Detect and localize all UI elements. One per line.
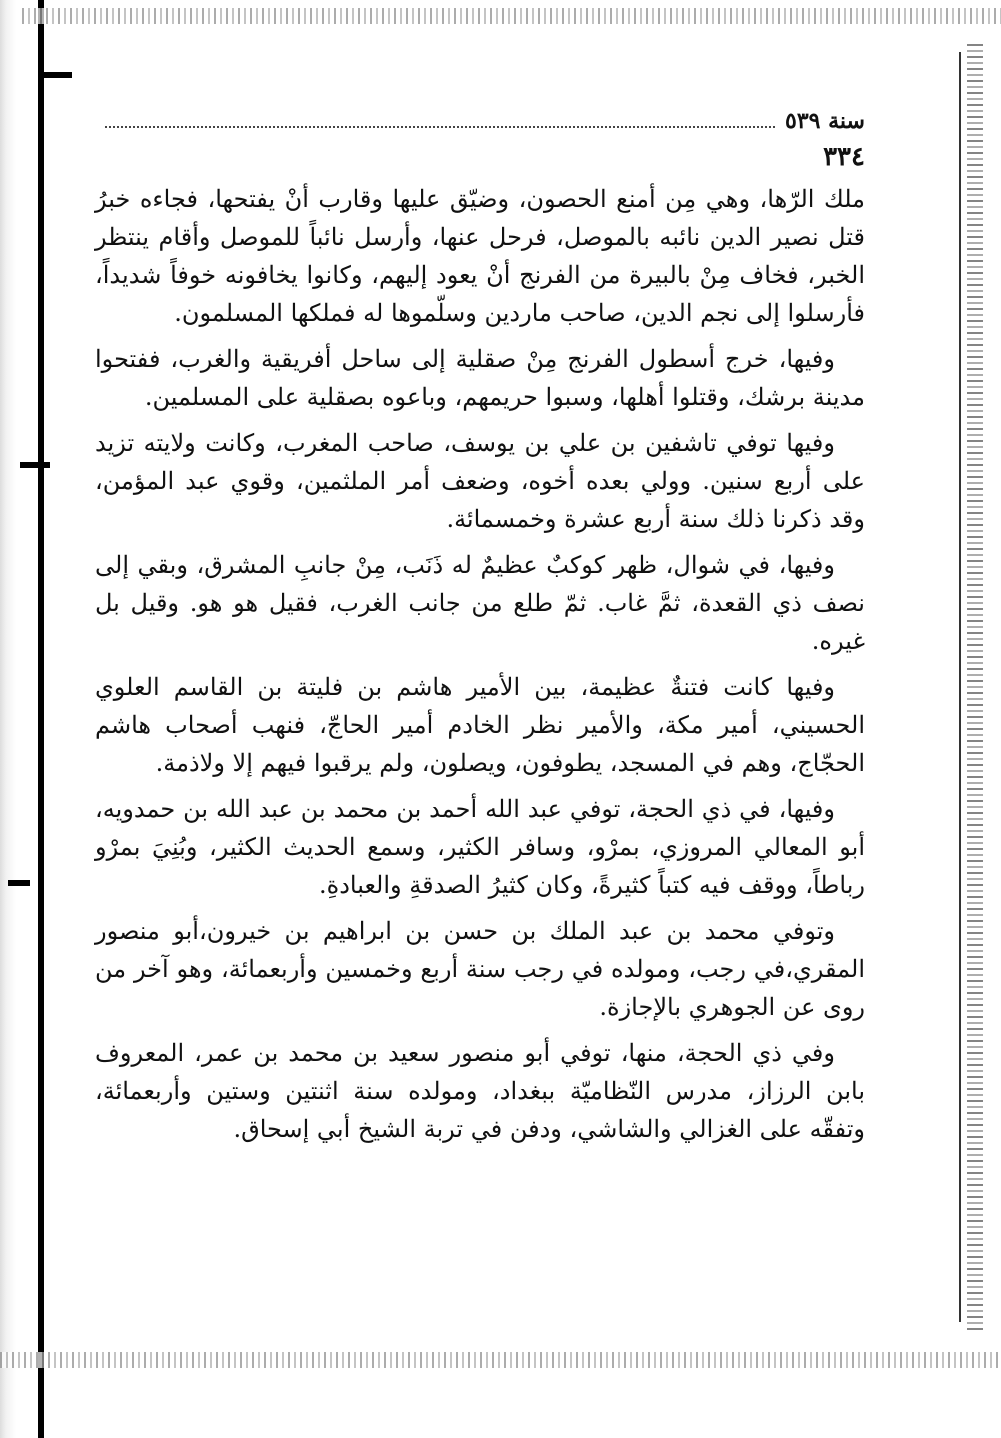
dotted-leader bbox=[105, 114, 775, 128]
decorative-border-bottom bbox=[0, 1352, 1001, 1368]
paragraph: وتوفي محمد بن عبد الملك بن حسن بن ابراهيم بن خيرون،أبو منصور المقري،في رجب، ومولده في رجب سنة أربع وخمسين وأربعمائة، وهو آخر من روى عن الجوهري بالإجازة. bbox=[95, 917, 865, 1021]
year-label: سنة ٥٣٩ bbox=[785, 108, 865, 134]
decorative-border-right bbox=[967, 40, 983, 1330]
page-number: ٣٣٤ bbox=[823, 142, 865, 172]
paragraph: وفيها كانت فتنةٌ عظيمة، بين الأمير هاشم بن فليتة بن القاسم العلوي الحسيني، أمير مكة، والأمير نظر الخادم أمير الحاجّ، فنهب أصحاب هاشم الحجّاج، وهم في المسجد، يطوفون، ويصلون، ولم يرقبوا فيهم إلا ولاذمة. bbox=[95, 673, 865, 777]
decorative-border-top bbox=[22, 8, 1001, 24]
margin-mark bbox=[8, 880, 30, 886]
running-head bbox=[95, 106, 865, 136]
margin-mark bbox=[20, 462, 50, 468]
decorative-border-rule bbox=[959, 52, 961, 1322]
paragraph: ملك الرّها، وهي مِن أمنع الحصون، وضيّق عليها وقارب أنْ يفتحها، فجاءه خبرُ قتل نصير الدين نائبه بالموصل، فرحل عنها، وأرسل نائباً للموصل وأقام ينتظر الخبر، فخاف مِنْ بالبيرة من الفرنج أنْ يعود إليهم، وكانوا يخافونه خوفاً شديداً، فأرسلوا إلى نجم الدين، صاحب ماردين وسلّموها له فملكها المسلمون. bbox=[95, 185, 865, 327]
paragraph: وفيها، في ذي الحجة، توفي عبد الله أحمد بن محمد بن عبد الله بن حمدويه، أبو المعالي المروزي، بمرْو، وسافر الكثير، وسمع الحديث الكثير، وبُنِيَ بمرْو رباطاً، ووقف فيه كتباً كثيرةً، وكان كثيرُ الصدقةِ والعبادةِ. bbox=[95, 795, 865, 899]
paragraph: وفيها، في شوال، ظهر كوكبٌ عظيمٌ له ذَنَب، مِنْ جانبِ المشرق، وبقي إلى نصف ذي القعدة، ثمَّ غاب. ثمّ طلع من جانب الغرب، فقيل هو هو. وقيل بل غيره. bbox=[95, 551, 865, 655]
binding-line bbox=[38, 0, 44, 1438]
paragraph: وفي ذي الحجة، منها، توفي أبو منصور سعيد بن محمد بن عمر، المعروف بابن الرزاز، مدرس النّظاميّة ببغداد، ومولده سنة اثنتين وستين وأربعمائة، وتفقّه على الغزالي والشاشي، ودفن في تربة الشيخ أبي إسحاق. bbox=[95, 1039, 865, 1143]
scan-shadow-left bbox=[0, 0, 22, 1438]
paragraph: وفيها، خرج أسطول الفرنج مِنْ صقلية إلى ساحل أفريقية والغرب، ففتحوا مدينة برشك، وقتلوا أهلها، وسبوا حريمهم، وباعوه بصقلية على المسلمين. bbox=[95, 345, 865, 411]
body-text bbox=[95, 180, 865, 1156]
book-page bbox=[95, 100, 865, 1280]
margin-mark bbox=[38, 72, 72, 78]
paragraph: وفيها توفي تاشفين بن علي بن يوسف، صاحب المغرب، وكانت ولايته تزيد على أربع سنين. وولي بعده أخوه، وضعف أمر الملثمين، وقوي عبد المؤمن، وقد ذكرنا ذلك سنة أربع عشرة وخمسمائة. bbox=[95, 429, 865, 533]
